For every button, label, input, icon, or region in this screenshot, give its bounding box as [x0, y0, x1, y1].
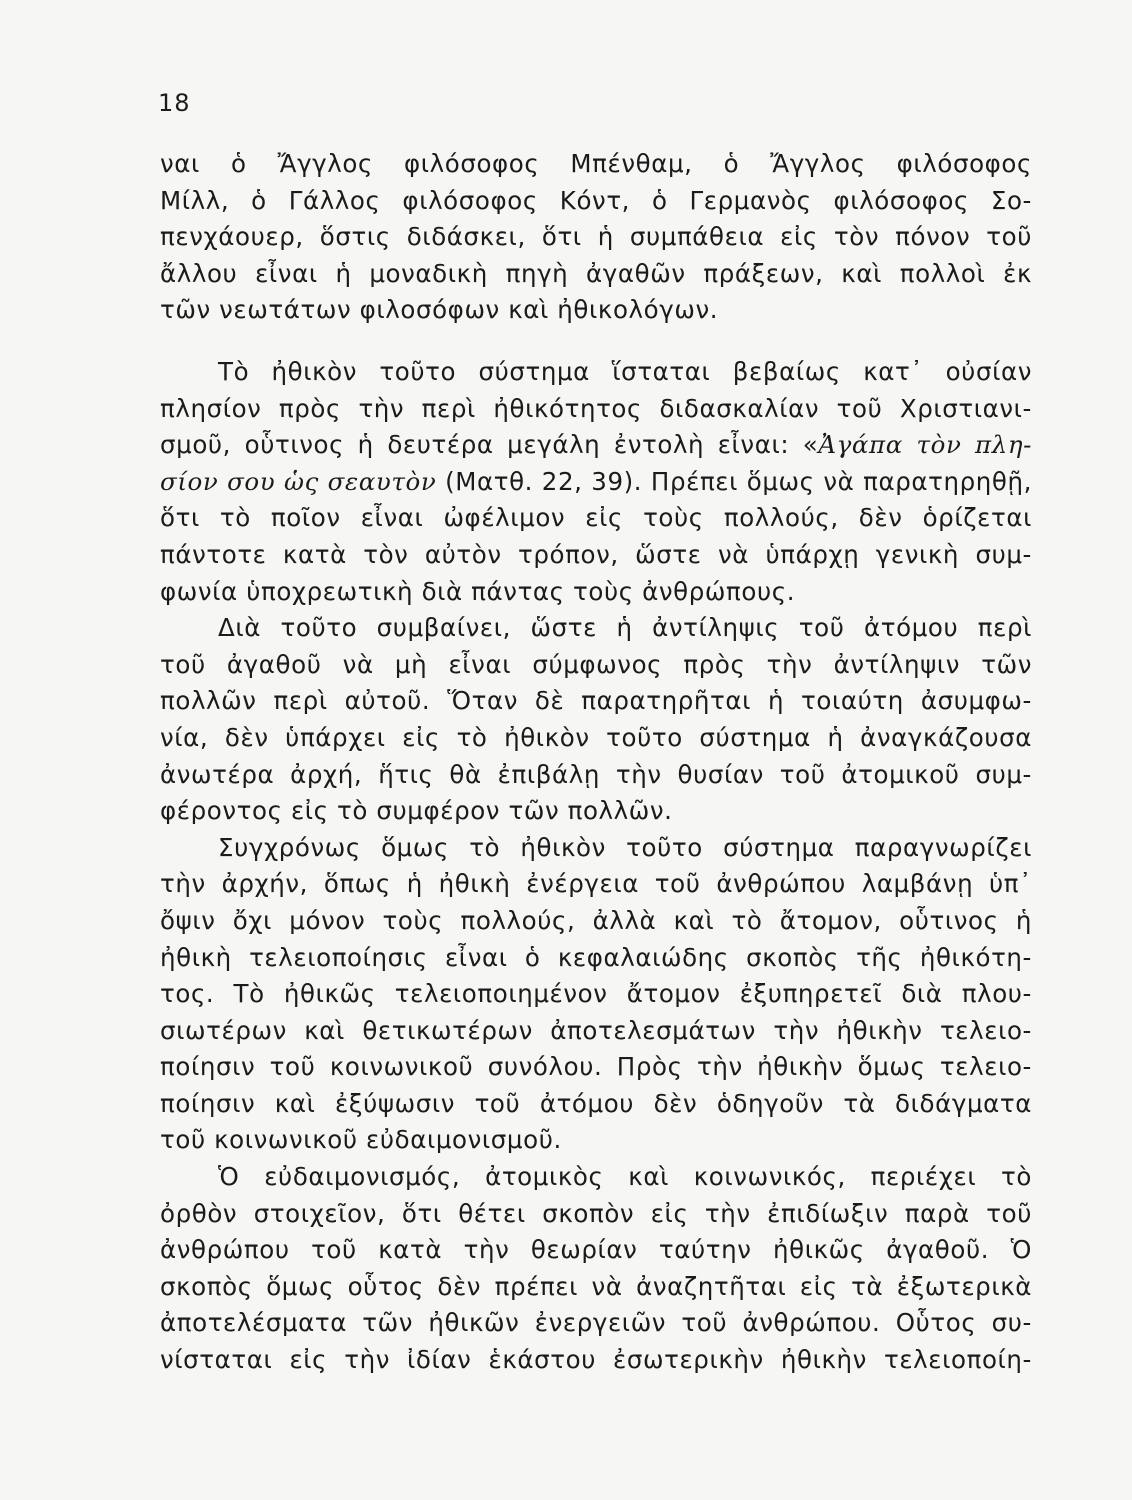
text-line: πενχάουερ, ὅστις διδάσκει, ὅτι ἡ συμπάθεια εἰς τὸν πόνον τοῦ — [160, 222, 1032, 252]
paragraph-3 — [160, 610, 1032, 830]
text-line: Μίλλ, ὁ Γάλλος φιλόσοφος Κόντ, ὁ Γερμανὸς φιλόσοφος Σο- — [160, 185, 1032, 215]
text-line: ἀνωτέρα ἀρχή, ἥτις θὰ ἐπιβάλῃ τὴν θυσίαν τοῦ ἀτομικοῦ συμ- — [160, 759, 1032, 789]
page-number: 18 — [158, 89, 191, 117]
scripture-quote: Ἀγάπα τὸν πλη- — [818, 430, 1032, 460]
text-line: Τὸ ἠθικὸν τοῦτο σύστημα ἵσταται βεβαίως κατ᾽ οὐσίαν — [218, 357, 1032, 386]
text-line: νίσταται εἰς τὴν ἰδίαν ἑκάστου ἐσωτερικὴν ἠθικὴν τελειοποίη- — [160, 1345, 1032, 1375]
text-line: Ὁ εὐδαιμονισμός, ἀτομικὸς καὶ κοινωνικός, περιέχει τὸ — [218, 1162, 1032, 1192]
text-line: ὄψιν ὄχι μόνον τοὺς πολλούς, ἀλλὰ καὶ τὸ ἄτομον, οὗτινος ἡ — [160, 905, 1032, 935]
text-line: ἄλλου εἶναι ἡ μοναδικὴ πηγὴ ἀγαθῶν πράξεων, καὶ πολλοὶ ἐκ — [160, 258, 1032, 288]
text-line: τος. Τὸ ἠθικῶς τελειοποιημένον ἄτομον ἐξυπηρετεῖ διὰ πλου- — [160, 979, 1032, 1009]
text-line: τοῦ ἀγαθοῦ νὰ μὴ εἶναι σύμφωνος πρὸς τὴν ἀντίληψιν τῶν — [160, 649, 1032, 679]
text-line: ὅτι τὸ ποῖον εἶναι ὠφέλιμον εἰς τοὺς πολλούς, δὲν ὁρίζεται — [160, 503, 1032, 533]
text-line: πλησίον πρὸς τὴν περὶ ἠθικότητος διδασκαλίαν τοῦ Χριστιανι- — [160, 393, 1032, 423]
text-line: Συγχρόνως ὅμως τὸ ἠθικὸν τοῦτο σύστημα παραγνωρίζει — [218, 832, 1032, 862]
text-line — [160, 464, 1032, 501]
text-line: τῶν νεωτάτων φιλοσόφων καὶ ἠθικολόγων. — [160, 295, 719, 325]
text-line: τοῦ κοινωνικοῦ εὐδαιμονισμοῦ. — [160, 1125, 562, 1155]
text-line: ὀρθὸν στοιχεῖον, ὅτι θέτει σκοπὸν εἰς τὴν ἐπιδίωξιν παρὰ τοῦ — [160, 1198, 1032, 1228]
paragraph-5 — [160, 1159, 1032, 1379]
text-line: φέροντος εἰς τὸ συμφέρον τῶν πολλῶν. — [160, 796, 673, 826]
text-line: ἠθικὴ τελειοποίησις εἶναι ὁ κεφαλαιώδης σκοπὸς τῆς ἠθικότη- — [160, 942, 1032, 972]
text-segment: (Ματθ. 22, 39). Πρέπει ὅμως νὰ παρατηρηθῇ, — [436, 466, 1032, 496]
text-line: πάντοτε κατὰ τὸν αὐτὸν τρόπον, ὥστε νὰ ὑπάρχῃ γενικὴ συμ- — [160, 539, 1032, 569]
paragraph-2 — [160, 354, 1032, 610]
text-line: φωνία ὑποχρεωτικὴ διὰ πάντας τοὺς ἀνθρώπους. — [160, 576, 796, 606]
text-line: ποίησιν τοῦ κοινωνικοῦ συνόλου. Πρὸς τὴν ἠθικὴν ὅμως τελειο- — [160, 1052, 1032, 1082]
paragraph-4 — [160, 830, 1032, 1159]
scripture-quote: σίον σου ὡς σεαυτὸν — [160, 466, 437, 496]
text-line: ἀποτελέσματα τῶν ἠθικῶν ἐνεργειῶν τοῦ ἀνθρώπου. Οὗτος συ- — [160, 1308, 1032, 1338]
text-line: ναι ὁ Ἄγγλος φιλόσοφος Μπένθαμ, ὁ Ἄγγλος φιλόσοφος — [160, 149, 1032, 178]
text-line: ἀνθρώπου τοῦ κατὰ τὴν θεωρίαν ταύτην ἠθικῶς ἀγαθοῦ. Ὁ — [160, 1235, 1032, 1265]
text-line: πολλῶν περὶ αὐτοῦ. Ὅταν δὲ παρατηρῆται ἡ τοιαύτη ἀσυμφω- — [160, 686, 1032, 716]
text-line — [160, 427, 1032, 464]
main-text — [160, 354, 1032, 1379]
text-line: Διὰ τοῦτο συμβαίνει, ὥστε ἡ ἀντίληψις τοῦ ἀτόμου περὶ — [218, 613, 1032, 643]
text-line: σκοπὸς ὅμως οὗτος δὲν πρέπει νὰ ἀναζητῆται εἰς τὰ ἐξωτερικὰ — [160, 1271, 1032, 1301]
text-line: σιωτέρων καὶ θετικωτέρων ἀποτελεσμάτων τὴν ἠθικὴν τελειο- — [160, 1015, 1032, 1045]
paragraph-1 — [160, 146, 1032, 329]
text-segment: σμοῦ, οὗτινος ἡ δευτέρα μεγάλη ἐντολὴ εἶναι: « — [160, 430, 819, 460]
text-line: νία, δὲν ὑπάρχει εἰς τὸ ἠθικὸν τοῦτο σύστημα ἡ ἀναγκάζουσα — [160, 722, 1032, 752]
text-line: ποίησιν καὶ ἐξύψωσιν τοῦ ἀτόμου δὲν ὁδηγοῦν τὰ διδάγματα — [160, 1088, 1032, 1118]
text-line: τὴν ἀρχήν, ὅπως ἡ ἠθικὴ ἐνέργεια τοῦ ἀνθρώπου λαμβάνῃ ὑπ᾽ — [160, 869, 1032, 899]
